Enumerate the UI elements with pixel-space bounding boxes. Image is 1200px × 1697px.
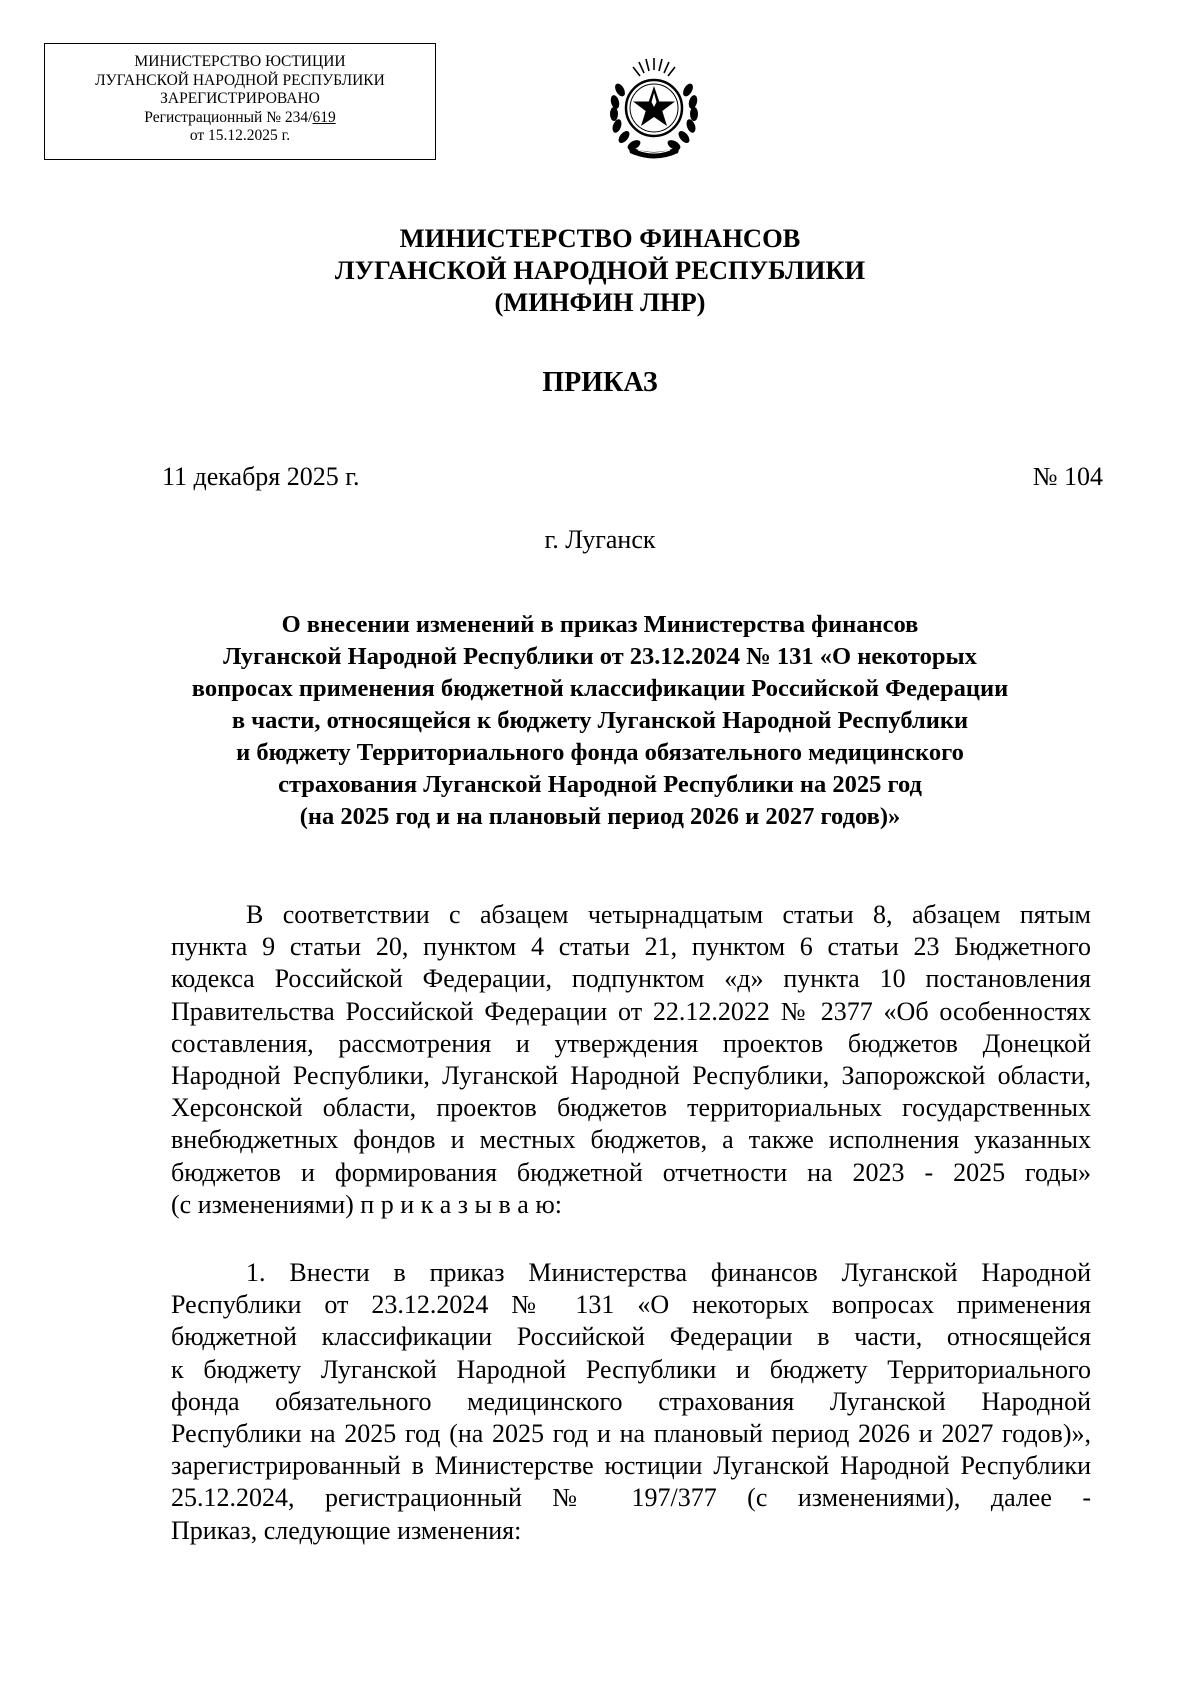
subject-line: страхования Луганской Народной Республики на 2025 год (278, 771, 922, 798)
subject-line: (на 2025 год и на плановый период 2026 и 2027 годов)» (299, 803, 901, 830)
stamp-registration-date: от 15.12.2025 г. (189, 127, 291, 144)
preamble-line: Херсонской области, проектов бюджетов территориальных государственных (171, 1093, 1091, 1123)
stamp-reg-suffix: 619 (312, 108, 336, 126)
item-1-paragraph (171, 1257, 1091, 1547)
item-1-line: бюджетной классификации Российской Федерации в части, относящейся (171, 1322, 1091, 1352)
stamp-line-3: ЗАРЕГИСТРИРОВАНО (160, 90, 320, 107)
stamp-registration-number (45, 109, 435, 128)
item-1-line: Приказ, следующие изменения: (171, 1515, 522, 1545)
subject-line: вопросах применения бюджетной классификации Российской Федерации (191, 675, 1009, 702)
subject-line: О внесении изменений в приказ Министерства финансов (281, 611, 919, 638)
preamble-line: (с изменениями) п р и к а з ы в а ю: (171, 1189, 562, 1219)
preamble-line: пункта 9 статьи 20, пунктом 4 статьи 21, пунктом 6 статьи 23 Бюджетного (171, 932, 1091, 962)
preamble-line: Народной Республики, Луганской Народной Республики, Запорожской области, (171, 1061, 1091, 1091)
item-1-line: к бюджету Луганской Народной Республики и бюджету Территориального (171, 1354, 1091, 1384)
stamp-line-2: ЛУГАНСКОЙ НАРОДНОЙ РЕСПУБЛИКИ (95, 71, 385, 89)
subject-line: в части, относящейся к бюджету Луганской Народной Республики (231, 707, 969, 734)
order-number: № 104 (1032, 462, 1103, 491)
order-city: г. Луганск (544, 525, 656, 554)
subject-line: и бюджету Территориального фонда обязательного медицинского (236, 739, 964, 766)
preamble-line: Правительства Российской Федерации от 22.12.2022 № 2377 «Об особенностях (171, 996, 1091, 1026)
preamble-line: составления, рассмотрения и утверждения проектов бюджетов Донецкой (171, 1028, 1091, 1058)
registration-stamp (44, 43, 436, 160)
item-1-line: Республики от 23.12.2024 № 131 «О некоторых вопросах применения (171, 1290, 1091, 1320)
ministry-line-1: МИНИСТЕРСТВО ФИНАНСОВ (399, 223, 801, 253)
subject-line: Луганской Народной Республики от 23.12.2024 № 131 «О некоторых (223, 643, 977, 670)
stamp-line-1: МИНИСТЕРСТВО ЮСТИЦИИ (134, 53, 346, 70)
item-1-line: фонда обязательного медицинского страхования Луганской Народной (171, 1386, 1091, 1416)
preamble-line: бюджетов и формирования бюджетной отчетности на 2023 - 2025 годы» (171, 1157, 1091, 1187)
item-1-line: 25.12.2024, регистрационный № 197/377 (с изменениями), далее - (171, 1483, 1091, 1513)
ministry-header (0, 222, 1200, 318)
preamble-line: В соответствии с абзацем четырнадцатым статьи 8, абзацем пятым (246, 900, 1091, 929)
stamp-reg-label: Регистрационный № 234/ (144, 108, 313, 126)
ministry-line-3: (МИНФИН ЛНР) (494, 287, 706, 317)
preamble-line: внебюджетных фондов и местных бюджетов, а также исполнения указанных (171, 1125, 1091, 1155)
item-1-line: Республики на 2025 год (на 2025 год и на плановый период 2026 и 2027 годов)», (171, 1419, 1091, 1449)
preamble-paragraph (171, 899, 1091, 1221)
item-1-line: 1. Внести в приказ Министерства финансов Луганской Народной (246, 1258, 1091, 1287)
preamble-line: кодекса Российской Федерации, подпунктом «д» пункта 10 постановления (171, 964, 1091, 994)
ministry-line-2: ЛУГАНСКОЙ НАРОДНОЙ РЕСПУБЛИКИ (334, 255, 866, 285)
order-subject (150, 609, 1050, 833)
order-title: ПРИКАЗ (542, 367, 658, 398)
lpr-coat-of-arms-icon (598, 52, 710, 164)
order-date: 11 декабря 2025 г. (162, 462, 360, 491)
item-1-line: зарегистрированный в Министерстве юстиции Луганской Народной Республики (171, 1451, 1091, 1481)
